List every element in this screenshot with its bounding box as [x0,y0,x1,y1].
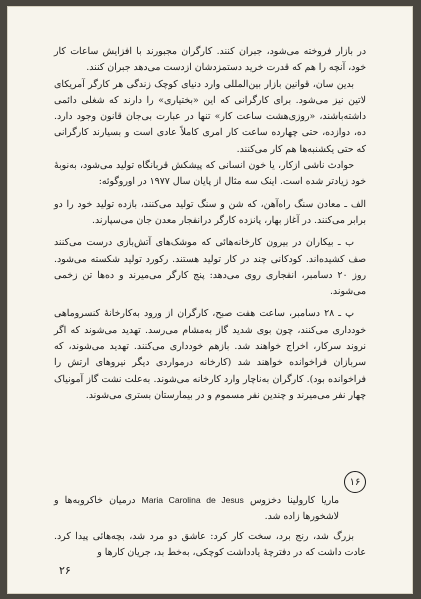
section-number: ۱۶ [349,476,361,488]
section-16-paragraph-2-wrap [54,529,366,562]
book-page [7,6,413,594]
body-text [54,44,366,404]
section-16-text [54,492,339,526]
list-item-alef: الف ـ معادن سنگ راه‌آهن، که شن و سنگ تولید می‌کنند، بازده تولید خود را دو برابر می‌کنند. در آغاز بهار، پانزده کارگر درانفجار معدن جان می‌سپارند. [54,198,366,226]
paragraph-2: بدین سان، قوانین بازار بین‌المللی وارد دنیای کوچک زندگی هر کارگر آمریکای لاتین نیز می‌شود. برای کارگرانی که این «بختیاری» را دارند که شغلی دائمی داشته‌باشند، «روزی‌هشت ساعت کار» تنها در عبارت بی‌جان قانون وجود دارد. ده، دوازده، حتی چهارده ساعت کار امری کاملاً عادی است و بسیارند کارگرانی که حتی یکشنبه‌ها هم کار می‌کنند. [54,78,366,155]
paragraph-1: در بازار فروخته می‌شود، جبران کنند. کارگران مجبورند با افزایش ساعات کار خود، آنچه را هم که قدرت خرید دستمزدشان ازدست می‌دهد جبران کنند. [54,46,366,74]
section-16-paragraph-1: ماریا کارولینا دخزوس Maria Carolina de Jesus درمیان خاکروبه‌ها و لاشخورها زاده شد. [54,495,339,523]
section-16-paragraph-2: بزرگ شد، رنج برد، سخت کار کرد: عاشق دو مرد شد، بچه‌هائی پیدا کرد. عادت داشت که در دفترچهٔ یادداشت کوچکی، به‌خط بد، جریان کارها و [54,531,366,559]
list-item-pe: پ ـ ۲۸ دسامبر، ساعت هفت صبح، کارگران از ورود به‌کارخانهٔ کنسروماهی خودداری می‌کنند، چون بوی شدید گاز به‌مشام می‌رسد. تهدید می‌شوند که اگر نروند سرکار، اخراج خواهند شد. بازهم خودداری می‌کنند. تهدید می‌شوند، که سربازان فراخوانده خواهند شد (کارخانه درمواردی دیگر نیروهای ارتش را فراخوانده بود). کارگران به‌ناچار وارد کارخانه می‌شوند. به‌علت نشت گاز آمونیاک چهار نفر می‌میرند و چندین نفر مسموم و در بیمارستان بستری می‌شوند. [54,308,366,401]
section-number-badge [344,471,366,493]
list-item-be: ب ـ بیکاران در بیرون کارخانه‌هائی که موشک‌های آتش‌بازی درست می‌کنند صف کشیده‌اند. کودکانی چند در کار تولید هستند. رکورد تولید شکسته می‌شود. روز ۲۰ دسامبر، انفجاری روی می‌دهد: پنج کارگر می‌میرند و ده‌ها تن زخمی می‌شوند. [54,237,367,298]
page-number: ۲۶ [59,564,71,577]
latin-name: Maria Carolina de Jesus [141,495,244,505]
paragraph-3: حوادث ناشی ازکار، یا خون انسانی که پیشکش قربانگاه تولید می‌شود، به‌نوبهٔ خود زیادتر شده است. اینک سه مثال از پایان سال ۱۹۷۷ در اوروگوئه: [54,160,366,188]
